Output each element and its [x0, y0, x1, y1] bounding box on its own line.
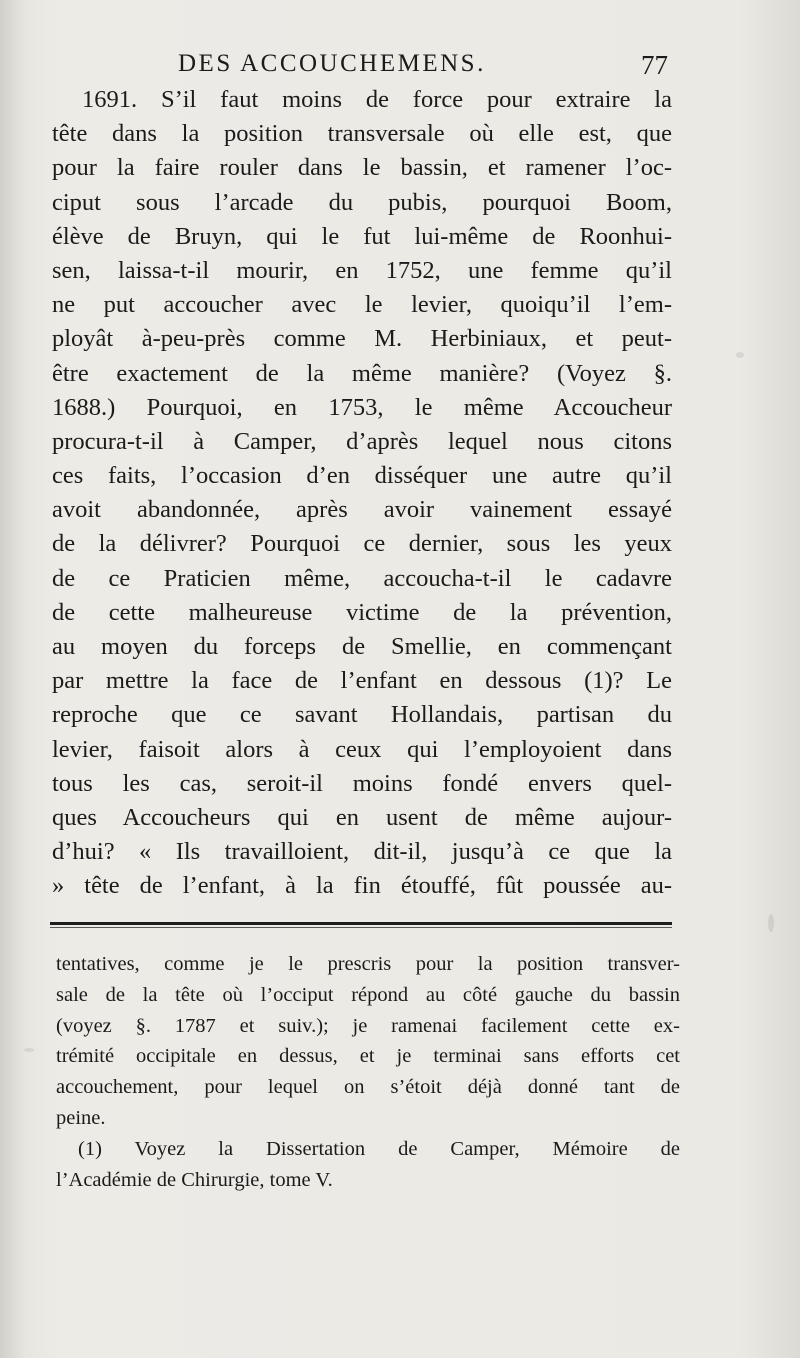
body-line-23: d’hui? « Ils travailloient, dit-il, jusqu’à ce que la: [52, 838, 672, 866]
paper-blemish: [24, 1048, 34, 1052]
footnote-line-4: trémité occipitale en dessus, et je terminai sans efforts cet: [56, 1045, 680, 1068]
body-line-11: procura-t-il à Camper, d’après lequel nous citons: [52, 427, 672, 455]
paper-blemish: [768, 914, 774, 932]
body-line-24: » tête de l’enfant, à la fin étouffé, fût poussée au-: [52, 872, 672, 900]
body-line-17: au moyen du forceps de Smellie, en commençant: [52, 633, 672, 660]
body-line-21: tous les cas, seroit-il moins fondé envers quel-: [52, 769, 672, 797]
body-line-20: levier, faisoit alors à ceux qui l’employoient dans: [52, 735, 672, 763]
body-line-13: avoit abandonnée, après avoir vainement essayé: [52, 496, 672, 524]
body-line-16: de cette malheureuse victime de la prévention,: [52, 598, 672, 626]
footnote-line-7: (1) Voyez la Dissertation de Camper, Mémoire de: [78, 1137, 680, 1160]
body-line-19: reproche que ce savant Hollandais, partisan du: [52, 701, 672, 729]
body-line-18: par mettre la face de l’enfant en dessous (1)? Le: [52, 667, 672, 695]
footnote-separator-hairline: [50, 927, 672, 928]
body-line-22: ques Accoucheurs qui en usent de même aujour-: [52, 803, 672, 831]
footnote-line-1: tentatives, comme je le prescris pour la position transver-: [56, 953, 680, 975]
paper-blemish: [736, 352, 744, 358]
main-text-block: [52, 83, 672, 904]
page-number: 77: [641, 50, 668, 80]
page-header: [178, 50, 668, 84]
body-line-7: ne put accoucher avec le levier, quoiqu’il l’em-: [52, 291, 672, 319]
body-line-5: élève de Bruyn, qui le fut lui-même de Roonhui-: [52, 222, 672, 250]
footnote-separator-rule: [50, 922, 672, 925]
body-line-9: être exactement de la même manière? (Voyez §.: [52, 359, 672, 387]
body-line-15: de ce Praticien même, accoucha-t-il le cadavre: [52, 564, 672, 592]
body-line-6: sen, laissa-t-il mourir, en 1752, une femme qu’il: [52, 256, 672, 284]
body-line-4: ciput sous l’arcade du pubis, pourquoi Boom,: [52, 188, 672, 216]
body-line-10: 1688.) Pourquoi, en 1753, le même Accoucheur: [52, 393, 672, 421]
footnote-line-8: l’Académie de Chirurgie, tome V.: [56, 1168, 333, 1191]
footnote-line-5: accouchement, pour lequel on s’étoit déjà donné tant de: [56, 1076, 680, 1099]
footnote-line-3: (voyez §. 1787 et suiv.); je ramenai facilement cette ex-: [56, 1014, 680, 1037]
body-line-14: de la délivrer? Pourquoi ce dernier, sous les yeux: [52, 530, 672, 558]
body-line-12: ces faits, l’occasion d’en disséquer une autre qu’il: [52, 462, 672, 490]
body-line-8: ployât à-peu-près comme M. Herbiniaux, et peut-: [52, 325, 672, 353]
footnotes-block: [56, 949, 680, 1195]
body-line-3: pour la faire rouler dans le bassin, et ramener l’oc-: [52, 154, 672, 182]
running-title: DES ACCOUCHEMENS.: [178, 50, 486, 77]
body-line-1: 1691. S’il faut moins de force pour extraire la: [82, 86, 672, 113]
footnote-line-2: sale de la tête où l’occiput répond au côté gauche du bassin: [56, 983, 680, 1006]
body-line-2: tête dans la position transversale où elle est, que: [52, 120, 672, 148]
footnote-line-6: peine.: [56, 1106, 106, 1129]
